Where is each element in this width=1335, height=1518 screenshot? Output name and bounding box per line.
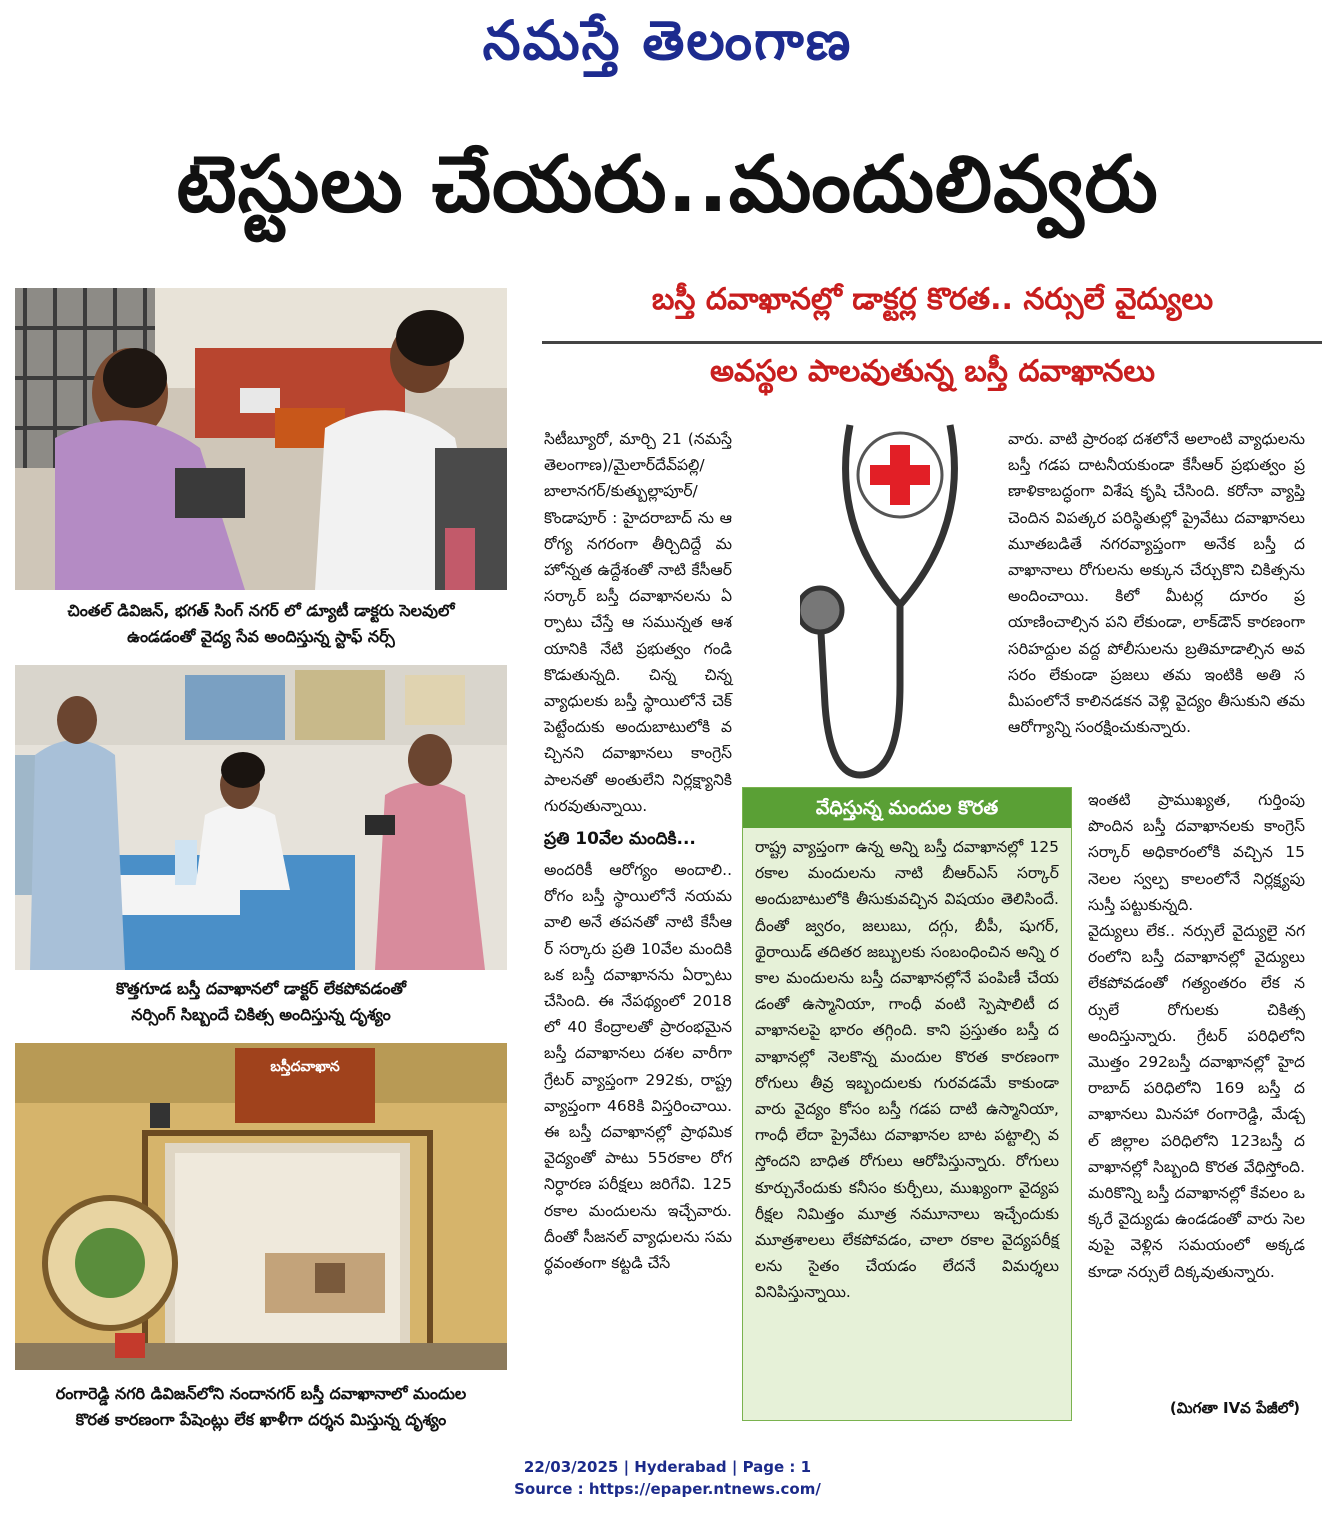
deck-headline-1: బస్తీ దవాఖానల్లో డాక్టర్ల కొరత.. నర్సులే వైద్యులు [651,282,1214,317]
footer-date-line: 22/03/2025 | Hyderabad | Page : 1 [523,1458,812,1476]
photo-caption-2-line-1: కొత్తగూడ బస్తీ దవాఖానలో డాక్టర్ లేకపోవడంతో [116,979,406,998]
article-subhead-1: ప్రతి 10వేల మందికి... [544,829,696,850]
masthead [0,0,1335,80]
article-col3-top: వారు. వాటి ప్రారంభ దశలోనే అలాంటి వ్యాధులను బస్తీ గడప దాటనీయకుండా కేసీఆర్ ప్రభుత్వం ప్రణాళికాబద్ధంగా విశేష కృషి చేసింది. కరోనా వ్యాప్తి చెందిన విపత్కర పరిస్థితుల్లో ప్రైవేటు దవాఖానలు మూతబడితే నగరవ్యాప్తంగా అనేక బస్తీ దవాఖానాలు రోగులను అక్కున చేర్చుకొని చికిత్సను అందించాయి. కిలో మీటర్ల దూరం ప్రయాణించాల్సిన పని లేకుండా, లాక్‌డౌన్ కారణంగా సరిహద్దుల వద్ద పోలీసులను బ్రతిమాడాల్సిన అవసరం లేకుండా ప్రజలు తమ ఇంటికి అతి సమీపంలోనే కాలినడకన వెళ్లి వైద్యం తీసుకుని తమ ఆరోగ్యాన్ని సంరక్షించుకున్నారు. [1008,430,1305,737]
sidebar-box-medicine-shortage [742,787,1072,1421]
continued-note: (మిగతా IVవ పేజీలో) [1169,1399,1300,1417]
photo-empty-basti-dawakhana [15,1043,507,1370]
article-col1-top: సిటీబ్యూరో, మార్చి 21 (నమస్తే తెలంగాణ)/మైలార్‌దేవ్‌పల్లి/బాలానగర్/కుత్బుల్లాపూర్/ కొండాపూర్ : హైదరాబాద్ ను ఆరోగ్య నగరంగా తీర్చిదిద్దే మహోన్నత ఉద్దేశంతో నాటి కేసీఆర్ సర్కార్ బస్తీ దవాఖానలను ఏర్పాటు చేస్తే ఆ సమున్నత ఆశయానికి నేటి ప్రభుత్వం గండి కొడుతున్నది. చిన్న చిన్న వ్యాధులకు బస్తీ స్థాయిలోనే చెక్ పెట్టేందుకు అందుబాటులోకి వచ్చినని దవాఖానలు కాంగ్రెస్ పాలనతో అంతులేని నిర్లక్ష్యానికి గురవుతున్నాయి. [544,430,732,815]
article-col3-mid: ఇంతటి ప్రాముఖ్యత, గుర్తింపు పొందిన బస్తీ దవాఖానలకు కాంగ్రెస్ సర్కార్ అధికారంలోకి వచ్చిన 15 నెలల స్వల్ప కాలంలోనే నిర్లక్ష్యపు సుస్తీ పట్టుకున్నది. [1088,791,1305,914]
photo-nurse-bp-check [15,288,507,590]
sign-text: బస్తీదవాఖాన [270,1059,340,1075]
footer [0,1456,1335,1500]
photo-caption-1-line-1: చింతల్ డివిజన్, భగత్ సింగ్ నగర్ లో డ్యూటీ డాక్టరు సెలవులో [67,601,455,620]
photo-caption-1 [15,598,507,650]
photo-nursing-staff-treatment [15,665,507,970]
sidebar-box-text: రాష్ట్ర వ్యాప్తంగా ఉన్న అన్ని బస్తీ దవాఖానల్లో 125రకాల మందులను నాటి బీఆర్ఎస్ సర్కార్ అందుబాటులోకి తీసుకువచ్చిన విషయం తెలిసిందే. దీంతో జ్వరం, జలుబు, దగ్గు, బీపీ, షుగర్, థైరాయిడ్ తదితర జబ్బులకు సంబంధించిన అన్ని రకాల మందులను బస్తీ దవాఖానల్లోనే పంపిణీ చేయడంతో ఉస్మానియా, గాంధీ వంటి స్పెషాలిటీ దవాఖానలపై భారం తగ్గింది. కాని ప్రస్తుతం బస్తీ దవాఖానల్లో నెలకొన్న మందుల కొరత కారణంగా రోగులు తీవ్ర ఇబ్బందులకు గురవడమే కాకుండా వారు వైద్యం కోసం బస్తీ గడప దాటి ఉస్మానియా, గాంధీ లేదా ప్రైవేటు దవాఖానల బాట పట్టాల్సి వస్తోందని బాధిత రోగులు ఆరోపిస్తున్నారు. రోగులు కూర్చునేందుకు కనీసం కుర్చీలు, ముఖ్యంగా వైద్యపరీక్షల నిమిత్తం మూత్ర నమూనాలు ఇచ్చేందుకు మూత్రశాలలు లేకపోవడం, చాలా రకాల వైద్యపరీక్షలను సైతం చేయడం లేదనే విమర్శలు వినిపిస్తున్నాయి. [755,838,1059,1302]
article-col1-bottom: అందరికీ ఆరోగ్యం అందాలి..రోగం బస్తీ స్థాయిలోనే నయమవాలి అనే తపనతో నాటి కేసీఆర్ సర్కారు ప్రతి 10వేల మందికి ఒక బస్తీ దవాఖానను ఏర్పాటు చేసింది. ఈ నేపథ్యంలో 2018లో 40 కేంద్రాలతో ప్రారంభమైన బస్తీ దవాఖానలు దశల వారీగా గ్రేటర్ వ్యాప్తంగా 292కు, రాష్ట్ర వ్యాప్తంగా 468కి విస్తరించాయి. ఈ బస్తీ దవాఖానల్లో ప్రాథమిక వైద్యంతో పాటు 55రకాల రోగ నిర్ధారణ పరీక్షలు జరిగేవి. 125 రకాల మందులను ఇచ్చేవారు. దీంతో సీజనల్ వ్యాధులను సమర్థవంతంగా కట్టడి చేసే [544,861,732,1273]
article-col3-bottom: వైద్యులు లేక.. నర్సులే వైద్యులై నగరంలోని బస్తీ దవాఖానల్లో వైద్యులు లేకపోవడంతో గత్యంతరం లేక నర్సులే రోగులకు చికిత్స అందిస్తున్నారు. గ్రేటర్ పరిధిలోని మొత్తం 292బస్తీ దవాఖానల్లో హైదరాబాద్ పరిధిలోని 169 బస్తీ దవాఖానలు మినహా రంగారెడ్డి, మేడ్చల్ జిల్లాల పరిధిలోని 123బస్తీ దవాఖానల్లో సిబ్బంది కొరత వేధిస్తోంది. మరికొన్ని బస్తీ దవాఖానల్లో కేవలం ఒక్కరే వైద్యుడు ఉండడంతో వారు సెలవుపై వెళ్లిన సమయంలో అక్కడ కూడా నర్సులే దిక్కవుతున్నారు. [1088,922,1305,1281]
masthead-title: నమస్తే తెలంగాణ [482,8,853,72]
photo-caption-2 [15,976,507,1028]
photo-caption-1-line-2: ఉండడంతో వైద్య సేవ అందిస్తున్న స్టాఫ్ నర్స్ [127,627,395,646]
deck-headline-2: అవస్థల పాలవుతున్న బస్తీ దవాఖానలు [709,354,1156,389]
sidebar-box-title: వేధిస్తున్న మందుల కొరత [743,788,1071,828]
stethoscope-icon [800,405,1000,785]
footer-source-line: Source : https://epaper.ntnews.com/ [514,1480,821,1498]
deck-divider [542,341,1322,344]
photo-caption-3 [15,1381,507,1433]
article-column-3-top [1008,426,1305,740]
photo-caption-2-line-2: నర్సింగ్ సిబ్బందే చికిత్స అందిస్తున్న దృశ్యం [131,1005,391,1024]
photo-caption-3-line-1: రంగారెడ్డి నగరి డివిజన్‌లోని నందానగర్ బస్తీ దవాఖానాలో మందుల [55,1384,467,1403]
article-column-1 [544,426,732,1276]
article-column-3-bottom [1088,787,1305,1285]
photo-caption-3-line-2: కొరత కారణంగా పేషెంట్లు లేక ఖాళీగా దర్శన మిస్తున్న దృశ్యం [75,1410,447,1429]
headline: టెస్టులు చేయరు..మందులివ్వరు [176,140,1159,230]
